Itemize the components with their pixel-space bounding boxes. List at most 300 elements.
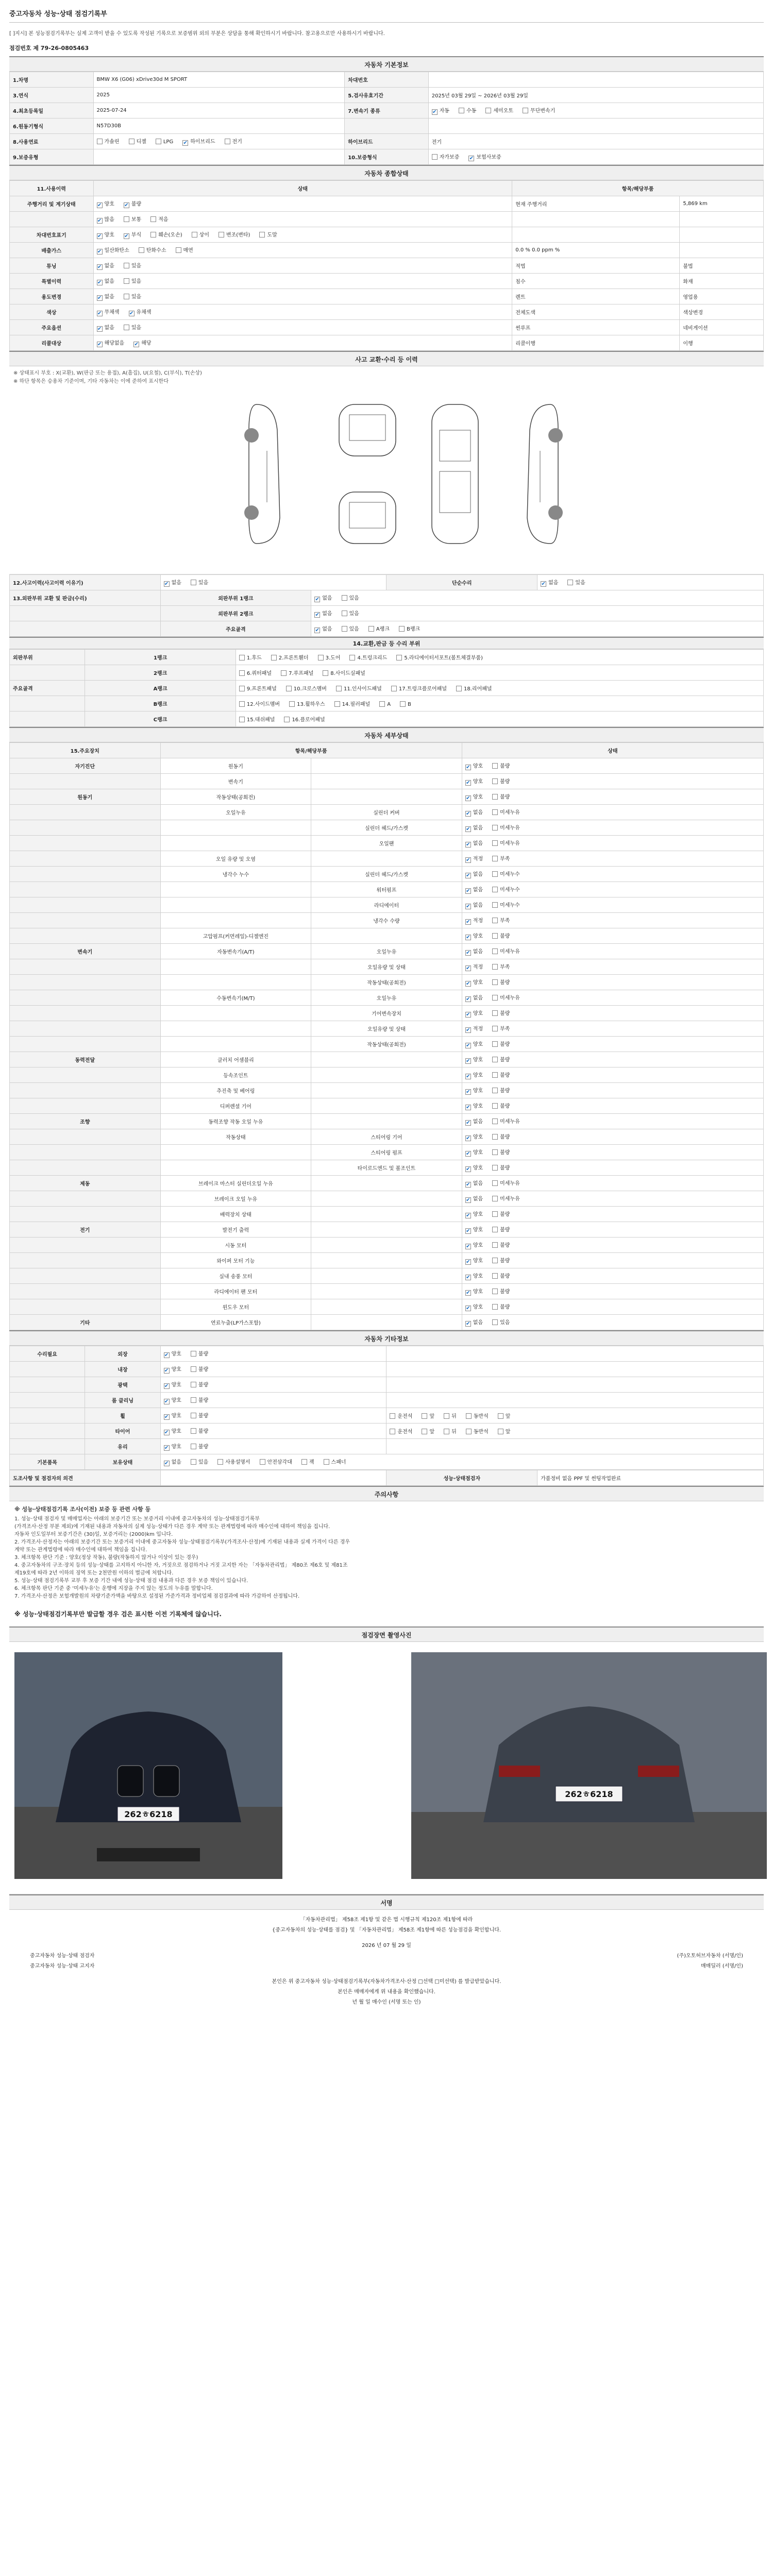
bad-option[interactable] [492, 1024, 510, 1032]
checkbox[interactable] [239, 701, 245, 707]
checkbox[interactable] [492, 825, 498, 831]
checkbox[interactable] [492, 1041, 498, 1047]
status-option[interactable] [124, 230, 141, 239]
checkbox[interactable] [492, 948, 498, 954]
transmission-option[interactable] [485, 106, 513, 114]
checkbox[interactable] [314, 628, 320, 633]
checkbox[interactable] [492, 964, 498, 970]
front[interactable] [422, 1427, 434, 1435]
checkbox[interactable] [465, 950, 471, 956]
checkbox[interactable] [289, 701, 295, 707]
part-option[interactable] [239, 653, 262, 661]
front[interactable] [498, 1427, 511, 1435]
checkbox[interactable] [485, 108, 491, 113]
checkbox[interactable] [191, 1444, 196, 1449]
checkbox[interactable] [286, 686, 292, 691]
checkbox[interactable] [466, 1429, 472, 1434]
checkbox[interactable] [444, 1429, 449, 1434]
part-option[interactable] [318, 653, 341, 661]
bad-option[interactable] [191, 1442, 208, 1450]
checkbox[interactable] [139, 247, 144, 253]
checkbox[interactable] [164, 1461, 170, 1466]
checkbox[interactable] [432, 154, 438, 160]
status-option[interactable] [124, 292, 141, 300]
checkbox[interactable] [465, 1105, 471, 1110]
checkbox[interactable] [314, 612, 320, 618]
good-option[interactable] [164, 1458, 181, 1466]
good-option[interactable] [465, 1024, 483, 1033]
checkbox[interactable] [492, 840, 498, 846]
checkbox[interactable] [465, 965, 471, 971]
status-option[interactable] [150, 215, 168, 223]
checkbox[interactable] [523, 108, 528, 113]
fuel-option[interactable] [129, 137, 146, 145]
checkbox[interactable] [492, 856, 498, 861]
checkbox[interactable] [400, 701, 406, 707]
checkbox[interactable] [492, 1289, 498, 1294]
checkbox[interactable] [97, 311, 103, 316]
good-option[interactable] [164, 1396, 181, 1404]
bad-option[interactable] [492, 761, 510, 769]
checkbox[interactable] [465, 1197, 471, 1203]
fuel-option[interactable] [97, 137, 120, 145]
checkbox[interactable] [164, 1445, 170, 1451]
bad-option[interactable] [492, 1179, 520, 1187]
checkbox[interactable] [391, 686, 397, 691]
bad-option[interactable] [492, 1009, 510, 1016]
checkbox[interactable] [259, 232, 265, 238]
checkbox[interactable] [492, 1258, 498, 1263]
part-option[interactable] [271, 653, 309, 661]
checkbox[interactable] [492, 1134, 498, 1140]
good-option[interactable] [465, 1225, 483, 1234]
bad-option[interactable] [492, 1055, 510, 1063]
good-option[interactable] [465, 978, 483, 987]
bad-option[interactable] [492, 1040, 510, 1047]
checkbox[interactable] [97, 280, 103, 285]
good-option[interactable] [465, 1148, 483, 1157]
driver-side[interactable] [390, 1412, 412, 1419]
checkbox[interactable] [465, 795, 471, 801]
checkbox[interactable] [97, 233, 103, 239]
checkbox[interactable] [465, 1151, 471, 1157]
good-option[interactable] [465, 1287, 483, 1296]
item-option[interactable] [260, 1458, 292, 1465]
good-option[interactable] [465, 1117, 483, 1126]
part-option[interactable] [400, 701, 411, 707]
checkbox[interactable] [334, 701, 340, 707]
checkbox[interactable] [465, 1166, 471, 1172]
checkbox[interactable] [492, 1057, 498, 1062]
bad-option[interactable] [492, 1101, 510, 1109]
bad-option[interactable] [492, 1132, 510, 1140]
status-option[interactable] [259, 230, 277, 238]
checkbox[interactable] [465, 780, 471, 786]
good-option[interactable] [164, 1380, 181, 1389]
checkbox[interactable] [492, 933, 498, 939]
checkbox[interactable] [176, 247, 181, 253]
status-option[interactable] [97, 277, 114, 285]
checkbox[interactable] [239, 670, 245, 676]
checkbox[interactable] [465, 857, 471, 863]
transmission-option[interactable] [459, 106, 476, 114]
checkbox[interactable] [465, 1043, 471, 1048]
status-option[interactable] [97, 199, 114, 208]
checkbox[interactable] [390, 1413, 395, 1419]
bad-option[interactable] [191, 1380, 208, 1388]
good-option[interactable] [164, 1442, 181, 1451]
part-option[interactable] [349, 653, 387, 661]
status-option[interactable] [133, 338, 151, 347]
checkbox[interactable] [492, 1211, 498, 1217]
checkbox[interactable] [97, 218, 103, 224]
checkbox[interactable] [239, 686, 245, 691]
checkbox[interactable] [164, 1352, 170, 1358]
part-option[interactable] [334, 700, 371, 707]
checkbox[interactable] [465, 1244, 471, 1249]
checkbox[interactable] [468, 156, 474, 161]
checkbox[interactable] [492, 1118, 498, 1124]
good-option[interactable] [465, 761, 483, 770]
checkbox[interactable] [459, 108, 464, 113]
checkbox[interactable] [124, 278, 129, 284]
bad-option[interactable] [492, 947, 520, 955]
checkbox[interactable] [164, 1414, 170, 1420]
good-option[interactable] [465, 870, 483, 878]
passenger-side[interactable] [466, 1427, 489, 1435]
part-option[interactable] [391, 684, 447, 692]
checkbox[interactable] [164, 1383, 170, 1389]
driver-side[interactable] [390, 1427, 412, 1435]
good-option[interactable] [465, 962, 483, 971]
status-option[interactable] [150, 230, 182, 238]
checkbox[interactable] [336, 686, 342, 691]
checkbox[interactable] [465, 1012, 471, 1018]
checkbox[interactable] [492, 1010, 498, 1016]
good-option[interactable] [164, 1427, 181, 1435]
checkbox[interactable] [390, 1429, 395, 1434]
good-option[interactable] [465, 1163, 483, 1172]
checkbox[interactable] [156, 139, 161, 144]
good-option[interactable] [465, 947, 483, 956]
bad-option[interactable] [191, 1458, 208, 1465]
checkbox[interactable] [465, 904, 471, 909]
bad-option[interactable] [492, 870, 520, 877]
good-option[interactable] [465, 931, 483, 940]
status-option[interactable] [124, 323, 141, 331]
checkbox[interactable] [567, 580, 573, 585]
checkbox[interactable] [492, 979, 498, 985]
status-option[interactable] [124, 199, 141, 208]
good-option[interactable] [465, 1302, 483, 1311]
checkbox[interactable] [271, 655, 277, 660]
checkbox[interactable] [97, 264, 103, 270]
checkbox[interactable] [260, 1459, 265, 1465]
checkbox[interactable] [342, 611, 347, 616]
checkbox[interactable] [164, 1368, 170, 1374]
good-option[interactable] [164, 1349, 181, 1358]
checkbox[interactable] [492, 1304, 498, 1310]
bad-option[interactable] [492, 1318, 510, 1326]
none-option[interactable] [314, 624, 332, 633]
status-option[interactable] [97, 230, 114, 239]
part-option[interactable] [284, 715, 325, 723]
part-option[interactable] [323, 669, 365, 676]
checkbox[interactable] [492, 1273, 498, 1279]
checkbox[interactable] [492, 1149, 498, 1155]
bad-option[interactable] [191, 1349, 208, 1357]
checkbox[interactable] [182, 140, 188, 146]
checkbox[interactable] [465, 1074, 471, 1079]
checkbox[interactable] [164, 1430, 170, 1435]
checkbox[interactable] [456, 686, 462, 691]
bad-option[interactable] [492, 1071, 510, 1078]
checkbox[interactable] [492, 809, 498, 815]
status-option[interactable] [219, 230, 250, 238]
checkbox[interactable] [465, 873, 471, 878]
part-option[interactable] [239, 700, 280, 707]
bad-option[interactable] [492, 1302, 510, 1310]
bad-option[interactable] [492, 1287, 510, 1295]
good-option[interactable] [465, 916, 483, 925]
bad-option[interactable] [492, 792, 510, 800]
checkbox[interactable] [191, 1382, 196, 1387]
good-option[interactable] [465, 1179, 483, 1188]
yes-option[interactable] [342, 624, 359, 632]
good-option[interactable] [465, 1132, 483, 1141]
checkbox[interactable] [191, 580, 196, 585]
part-option[interactable] [286, 684, 327, 692]
good-option[interactable] [465, 1241, 483, 1249]
checkbox[interactable] [219, 232, 224, 238]
none-option[interactable] [314, 594, 332, 602]
bad-option[interactable] [492, 854, 510, 862]
part-option[interactable] [239, 715, 275, 723]
checkbox[interactable] [150, 232, 156, 238]
item-option[interactable] [301, 1458, 314, 1465]
status-option[interactable] [97, 261, 114, 270]
checkbox[interactable] [284, 717, 290, 722]
checkbox[interactable] [342, 595, 347, 601]
checkbox[interactable] [465, 1228, 471, 1234]
checkbox[interactable] [444, 1413, 449, 1419]
status-option[interactable] [124, 215, 141, 223]
bad-option[interactable] [492, 1225, 510, 1233]
good-option[interactable] [465, 792, 483, 801]
good-option[interactable] [465, 777, 483, 786]
part-option[interactable] [396, 653, 483, 661]
good-option[interactable] [465, 823, 483, 832]
good-option[interactable] [465, 1194, 483, 1203]
checkbox[interactable] [133, 342, 139, 347]
checkbox[interactable] [97, 295, 103, 301]
good-option[interactable] [465, 854, 483, 863]
checkbox[interactable] [281, 670, 287, 676]
checkbox[interactable] [124, 263, 129, 268]
status-option[interactable] [124, 261, 141, 269]
checkbox[interactable] [498, 1429, 503, 1434]
checkbox[interactable] [541, 581, 546, 587]
good-option[interactable] [465, 993, 483, 1002]
checkbox[interactable] [465, 919, 471, 925]
checkbox[interactable] [465, 1120, 471, 1126]
checkbox[interactable] [465, 811, 471, 817]
bad-option[interactable] [492, 1272, 510, 1279]
checkbox[interactable] [324, 1459, 329, 1465]
bad-option[interactable] [492, 901, 520, 908]
checkbox[interactable] [191, 1366, 196, 1372]
checkbox[interactable] [492, 1103, 498, 1109]
checkbox[interactable] [492, 763, 498, 769]
checkbox[interactable] [191, 1428, 196, 1434]
warranty-option[interactable] [432, 152, 460, 160]
checkbox[interactable] [225, 139, 230, 144]
checkbox[interactable] [97, 249, 103, 255]
checkbox[interactable] [239, 717, 245, 722]
front[interactable] [498, 1412, 511, 1419]
status-option[interactable] [97, 292, 114, 301]
checkbox[interactable] [314, 597, 320, 602]
bad-option[interactable] [492, 839, 520, 846]
good-option[interactable] [465, 1009, 483, 1018]
passenger-side[interactable] [466, 1412, 489, 1419]
checkbox[interactable] [492, 918, 498, 923]
checkbox[interactable] [124, 202, 129, 208]
checkbox[interactable] [191, 1459, 196, 1465]
checkbox[interactable] [191, 1351, 196, 1357]
checkbox[interactable] [349, 655, 355, 660]
part-option[interactable] [336, 684, 382, 692]
checkbox[interactable] [97, 139, 103, 144]
good-option[interactable] [164, 1365, 181, 1374]
checkbox[interactable] [124, 233, 129, 239]
transmission-option[interactable] [523, 106, 555, 114]
checkbox[interactable] [465, 1290, 471, 1296]
good-option[interactable] [465, 839, 483, 848]
checkbox[interactable] [465, 1058, 471, 1064]
bad-option[interactable] [492, 823, 520, 831]
checkbox[interactable] [492, 871, 498, 877]
good-option[interactable] [465, 1055, 483, 1064]
checkbox[interactable] [422, 1413, 427, 1419]
bad-option[interactable] [492, 1117, 520, 1125]
status-option[interactable] [97, 323, 114, 332]
bad-option[interactable] [492, 931, 510, 939]
part-option[interactable] [239, 669, 272, 676]
part-option[interactable] [239, 684, 277, 692]
good-option[interactable] [465, 1071, 483, 1079]
checkbox[interactable] [492, 1180, 498, 1186]
checkbox[interactable] [97, 202, 103, 208]
part-option[interactable] [289, 700, 325, 707]
checkbox[interactable] [492, 1196, 498, 1201]
good-option[interactable] [465, 1086, 483, 1095]
item-option[interactable] [217, 1458, 250, 1465]
checkbox[interactable] [492, 778, 498, 784]
checkbox[interactable] [318, 655, 324, 660]
bad-option[interactable] [492, 1210, 510, 1217]
bad-option[interactable] [492, 993, 520, 1001]
good-option[interactable] [465, 1272, 483, 1280]
checkbox[interactable] [432, 109, 438, 115]
checkbox[interactable] [492, 1242, 498, 1248]
checkbox[interactable] [129, 311, 135, 316]
checkbox[interactable] [396, 655, 402, 660]
checkbox[interactable] [399, 626, 405, 632]
good-option[interactable] [465, 1318, 483, 1327]
checkbox[interactable] [124, 325, 129, 330]
part-option[interactable] [456, 684, 492, 692]
checkbox[interactable] [239, 655, 245, 660]
good-option[interactable] [465, 1210, 483, 1218]
checkbox[interactable] [465, 826, 471, 832]
status-option[interactable] [129, 308, 152, 316]
checkbox[interactable] [465, 935, 471, 940]
good-option[interactable] [465, 885, 483, 894]
checkbox[interactable] [191, 1397, 196, 1403]
checkbox[interactable] [465, 1182, 471, 1188]
checkbox[interactable] [492, 1072, 498, 1078]
checkbox[interactable] [465, 888, 471, 894]
checkbox[interactable] [342, 626, 347, 632]
bad-option[interactable] [492, 1163, 510, 1171]
checkbox[interactable] [422, 1429, 427, 1434]
status-option[interactable] [139, 246, 166, 253]
bad-option[interactable] [492, 1256, 510, 1264]
checkbox[interactable] [150, 216, 156, 222]
checkbox[interactable] [465, 1136, 471, 1141]
checkbox[interactable] [492, 1227, 498, 1232]
checkbox[interactable] [492, 1165, 498, 1171]
good-option[interactable] [465, 901, 483, 909]
bad-option[interactable] [492, 978, 510, 986]
status-option[interactable] [97, 308, 120, 316]
good-option[interactable] [465, 1256, 483, 1265]
checkbox[interactable] [492, 1319, 498, 1325]
status-option[interactable] [192, 230, 209, 238]
checkbox[interactable] [492, 995, 498, 1001]
checkbox[interactable] [191, 1413, 196, 1418]
accident-yes[interactable] [191, 578, 208, 586]
status-option[interactable] [97, 338, 125, 347]
checkbox[interactable] [492, 1026, 498, 1031]
yes-option[interactable] [342, 594, 359, 601]
checkbox[interactable] [492, 902, 498, 908]
checkbox[interactable] [164, 581, 170, 587]
bad-option[interactable] [492, 808, 520, 816]
status-option[interactable] [176, 246, 193, 253]
status-option[interactable] [97, 215, 114, 224]
checkbox[interactable] [492, 1088, 498, 1093]
fuel-option[interactable] [182, 137, 215, 146]
checkbox[interactable] [97, 342, 103, 347]
checkbox[interactable] [465, 1321, 471, 1327]
fuel-option[interactable] [156, 139, 173, 145]
repair-yes[interactable] [567, 578, 585, 586]
checkbox[interactable] [368, 626, 374, 632]
rank-a[interactable] [368, 624, 390, 632]
bad-option[interactable] [492, 885, 520, 893]
bad-option[interactable] [191, 1411, 208, 1419]
accident-none[interactable] [164, 578, 181, 587]
checkbox[interactable] [465, 981, 471, 987]
bad-option[interactable] [492, 777, 510, 785]
none-option[interactable] [314, 609, 332, 618]
checkbox[interactable] [97, 326, 103, 332]
rear[interactable] [444, 1412, 457, 1419]
checkbox[interactable] [465, 765, 471, 770]
bad-option[interactable] [191, 1427, 208, 1434]
